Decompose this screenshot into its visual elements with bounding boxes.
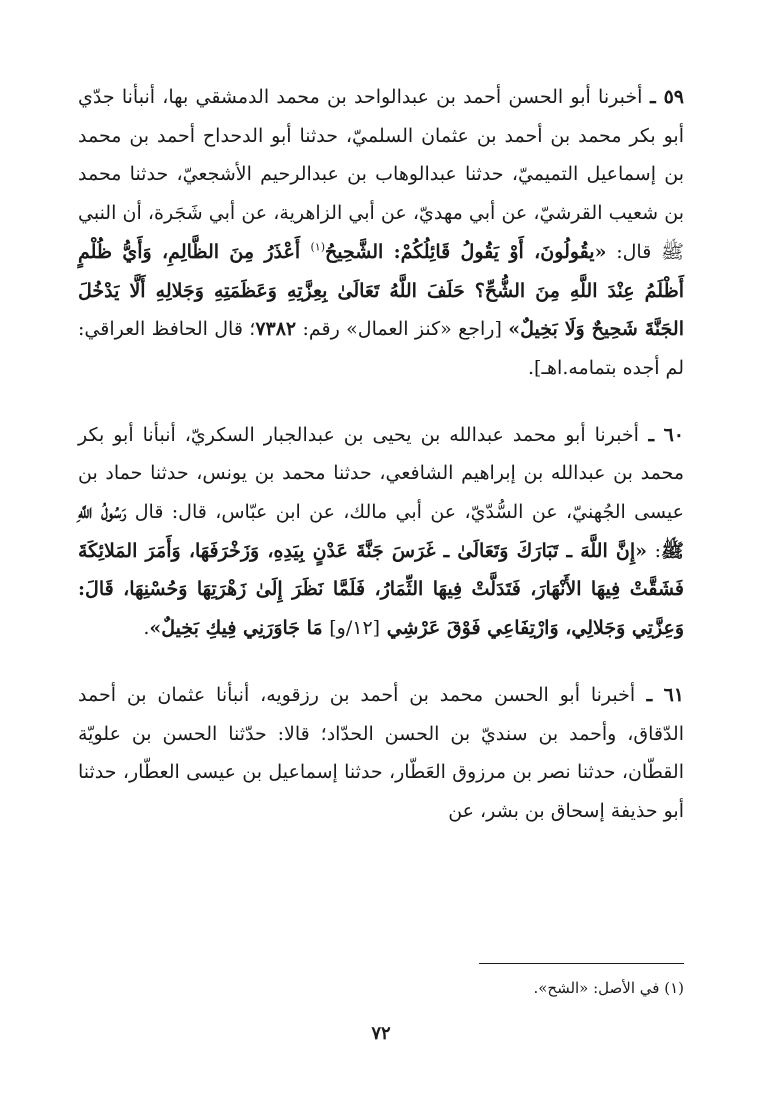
hadith-number: ٦٠ ـ: [638, 423, 684, 446]
hadith-text-continued: أَعْذَرُ مِنَ الظَّالِمِ، وَأَيُّ ظُلْمٍ أَظْلَمُ عِنْدَ اللَّهِ مِنَ الشُّحِّ؟ حَلَفَ اللَّهُ تَعَالَىٰ بِعِزَّتِهِ وَعَظَمَتِهِ وَجَلالِهِ أَلَّا يَدْخُلَ الجَنَّةَ شَحِيحٌ وَلَا بَخِيلٌ»: [78, 240, 684, 341]
footnote: [78, 976, 684, 1000]
hadith-61: [78, 676, 684, 831]
book-page: [78, 78, 684, 1078]
hadith-chain: أخبرنا أبو الحسن محمد بن أحمد بن رزقويه، أنبأنا عثمان بن أحمد الدّقاق، وأحمد بن سنديّ بن الحسن الحدّاد؛ قالا: حدّثنا الحسن بن علويّة القطّان، حدثنا نصر بن مرزوق العَطّار، حدثنا إسماعيل بن عيسى العطّار، حدثنا أبو حذيفة إسحاق بن بشر، عن: [78, 683, 684, 822]
hadith-chain: أخبرنا أبو الحسن أحمد بن عبدالواحد بن محمد الدمشقي بها، أنبأنا جدّي أبو بكر محمد بن أحمد بن عثمان السلميّ، حدثنا أبو الدحداح أحمد بن محمد بن إسماعيل التميميّ، حدثنا عبدالوهاب بن عبدالرحيم الأشجعيّ، حدثنا محمد بن شعيب القرشيّ، عن أبي مهديّ، عن أبي الزاهرية، عن أبي شَجَرة، أن النبي ﷺ قال:: [78, 86, 684, 263]
folio-marker: [١٢/و]: [329, 617, 381, 640]
page-number: ٧٢: [371, 1023, 391, 1044]
footnote-divider: [479, 963, 684, 964]
hadith-text-continued: مَا جَاوَرَنِي فِيكِ بَخِيلٌ»: [149, 617, 330, 640]
hadith-60: [78, 416, 684, 648]
hadith-number: ٥٩ ـ: [642, 86, 685, 108]
hadith-number: ٦١ ـ: [635, 683, 684, 706]
hadith-text: «يقُولُونَ، أَوْ يَقُولُ قَائِلُكُمْ: الشَّحِيحُ: [324, 240, 607, 263]
hadith-text: «إِنَّ اللَّهَ ـ تَبَارَكَ وَتَعَالَىٰ ـ غَرَسَ جَنَّةَ عَدْنٍ بِيَدِهِ، وَزَخْرَفَهَا، وَأَمَرَ المَلائِكَةَ فَشَقَّتْ فِيهَا الأَنْهَارَ، فَتَدَلَّتْ فِيهَا الثِّمَارُ، فَلَمَّا نَظَرَ إِلَىٰ زَهْرَتِهَا وَحُسْنِهَا، قَالَ: وَعِزَّتِي وَجَلالِي، وَارْتِفَاعِي فَوْقَ عَرْشِي: [78, 539, 684, 640]
colon: :: [647, 539, 662, 562]
reference-note-end: ؛ قال الحافظ العراقي: لم أجده بتمامه.اهـ].: [78, 318, 684, 379]
hadith-end: .: [143, 617, 150, 640]
footnote-text: في الأصل: «الشح».: [533, 979, 665, 997]
reference-number: ٧٣٨٢: [255, 318, 297, 341]
hadith-chain: أخبرنا أبو محمد عبدالله بن يحيى بن عبدالجبار السكريّ، أنبأنا أبو بكر محمد بن عبدالله بن إبراهيم الشافعي، حدثنا محمد بن يونس، حدثنا حماد بن عيسى الجُهنيّ، عن السُّدّيّ، عن أبي مالك، عن ابن عبّاس، قال: قال: [78, 423, 684, 524]
reference-note: [راجع «كنز العمال» رقم:: [296, 318, 509, 341]
messenger-name: رَسُولُ اللَّهِ ﷺ: [78, 501, 684, 562]
footnote-reference: (١): [310, 240, 325, 254]
footnote-marker: (١): [664, 979, 684, 997]
hadith-59: [78, 78, 684, 388]
